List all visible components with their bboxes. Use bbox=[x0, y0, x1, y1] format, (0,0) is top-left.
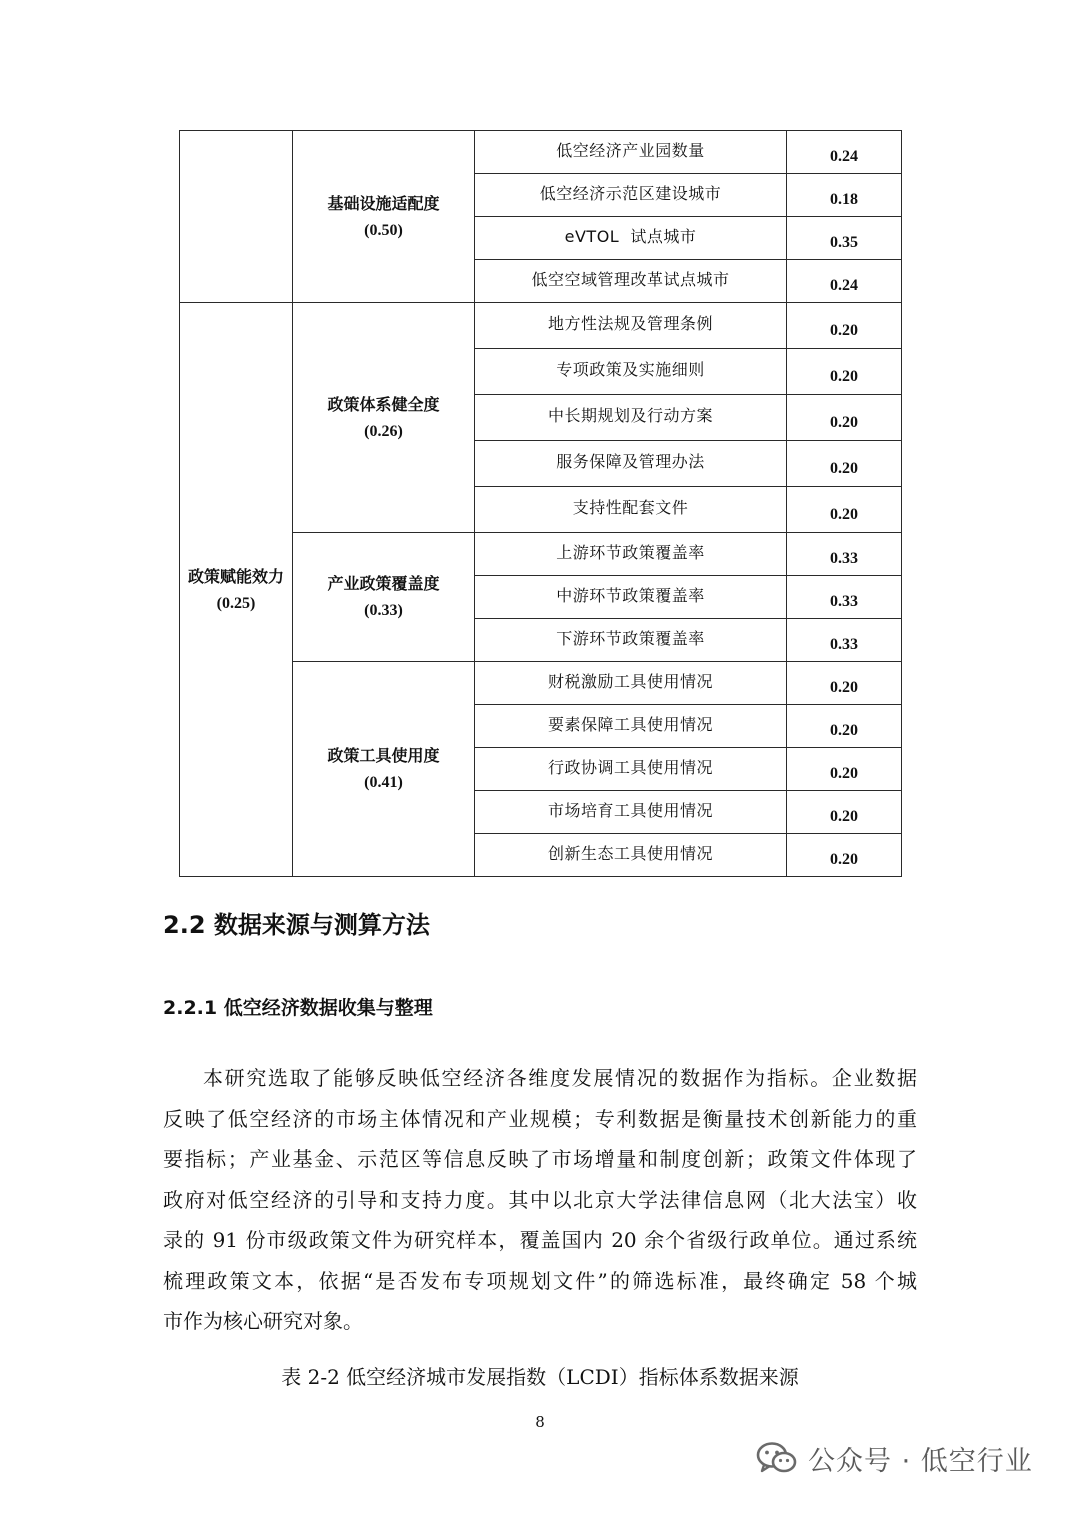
level2-name: 产业政策覆盖度 bbox=[327, 574, 440, 593]
indicator-weight: 0.33 bbox=[830, 636, 858, 653]
indicator-table bbox=[179, 130, 902, 877]
level2-cell bbox=[293, 533, 475, 662]
paragraph-line: 政府对低空经济的引导和支持力度。其中以北京大学法律信息网（北大法宝）收 bbox=[163, 1187, 917, 1212]
weight-cell bbox=[787, 834, 902, 877]
watermark-text: 公众号 · 低空行业 bbox=[808, 1445, 1033, 1477]
indicator-weight: 0.35 bbox=[830, 234, 858, 251]
indicator-cell bbox=[475, 619, 787, 662]
indicator-name: eVTOL 试点城市 bbox=[564, 226, 697, 246]
indicator-weight: 0.20 bbox=[830, 459, 858, 477]
subsection-heading: 2.2.1 低空经济数据收集与整理 bbox=[163, 997, 433, 1019]
indicator-weight: 0.20 bbox=[830, 413, 858, 431]
body-paragraph bbox=[163, 1058, 917, 1342]
weight-cell bbox=[787, 619, 902, 662]
weight-cell bbox=[787, 705, 902, 748]
level1-name: 政策赋能效力 bbox=[187, 566, 284, 586]
indicator-name: 地方性法规及管理条例 bbox=[547, 314, 713, 333]
weight-cell bbox=[787, 217, 902, 260]
level2-weight: (0.26) bbox=[364, 422, 403, 440]
indicator-cell bbox=[475, 217, 787, 260]
indicator-name: 市场培育工具使用情况 bbox=[547, 800, 713, 820]
indicator-cell bbox=[475, 533, 787, 576]
indicator-cell bbox=[475, 441, 787, 487]
indicator-cell bbox=[475, 662, 787, 705]
indicator-name: 上游环节政策覆盖率 bbox=[556, 542, 705, 562]
paragraph-line: 梳理政策文本，依据“是否发布专项规划文件”的筛选标准，最终确定 58 个城 bbox=[163, 1268, 917, 1293]
indicator-weight: 0.20 bbox=[830, 321, 858, 339]
page-number: 8 bbox=[535, 1413, 545, 1431]
indicator-cell bbox=[475, 705, 787, 748]
level1-cell bbox=[180, 303, 293, 877]
indicator-weight: 0.20 bbox=[830, 679, 858, 696]
weight-cell bbox=[787, 260, 902, 303]
paragraph-line: 要指标；产业基金、示范区等信息反映了市场增量和制度创新；政策文件体现了 bbox=[163, 1147, 917, 1171]
weight-cell bbox=[787, 662, 902, 705]
indicator-cell bbox=[475, 395, 787, 441]
level1-weight: (0.25) bbox=[216, 594, 256, 612]
indicator-weight: 0.20 bbox=[830, 367, 858, 385]
indicator-weight: 0.20 bbox=[830, 808, 858, 825]
indicator-cell bbox=[475, 174, 787, 217]
table-caption: 表 2-2 低空经济城市发展指数（LCDI）指标体系数据来源 bbox=[281, 1365, 799, 1389]
wechat-icon bbox=[756, 1441, 798, 1475]
indicator-weight: 0.20 bbox=[830, 722, 858, 739]
indicator-name: 中长期规划及行动方案 bbox=[547, 406, 713, 425]
indicator-name: 行政协调工具使用情况 bbox=[547, 757, 713, 777]
indicator-weight: 0.18 bbox=[830, 191, 858, 208]
level2-cell bbox=[293, 303, 475, 533]
level2-name: 政策工具使用度 bbox=[327, 746, 440, 765]
paragraph-line: 录的 91 份市级政策文件为研究样本，覆盖国内 20 余个省级行政单位。通过系统 bbox=[163, 1228, 917, 1252]
indicator-cell bbox=[475, 260, 787, 303]
level2-name: 基础设施适配度 bbox=[327, 193, 440, 213]
indicator-name: 服务保障及管理办法 bbox=[556, 452, 705, 471]
indicator-name: 低空经济示范区建设城市 bbox=[539, 183, 722, 203]
table-row bbox=[180, 131, 902, 174]
level1-cell bbox=[180, 131, 293, 303]
level2-weight: (0.50) bbox=[364, 221, 403, 239]
indicator-cell bbox=[475, 748, 787, 791]
paragraph-line: 本研究选取了能够反映低空经济各维度发展情况的数据作为指标。企业数据 bbox=[203, 1066, 917, 1090]
indicator-name: 专项政策及实施细则 bbox=[556, 360, 705, 379]
weight-cell bbox=[787, 487, 902, 533]
indicator-weight: 0.20 bbox=[830, 851, 858, 868]
indicator-cell bbox=[475, 487, 787, 533]
indicator-weight: 0.20 bbox=[830, 505, 858, 523]
weight-cell bbox=[787, 533, 902, 576]
indicator-cell bbox=[475, 791, 787, 834]
indicator-name: 财税激励工具使用情况 bbox=[547, 671, 713, 691]
level2-cell bbox=[293, 131, 475, 303]
indicator-name: 低空空域管理改革试点城市 bbox=[531, 269, 730, 289]
indicator-name: 要素保障工具使用情况 bbox=[547, 714, 713, 734]
level2-cell bbox=[293, 662, 475, 877]
indicator-name: 下游环节政策覆盖率 bbox=[556, 628, 705, 648]
indicator-cell bbox=[475, 303, 787, 349]
indicator-name: 创新生态工具使用情况 bbox=[547, 843, 713, 863]
watermark bbox=[756, 1438, 1033, 1478]
weight-cell bbox=[787, 441, 902, 487]
indicator-cell bbox=[475, 131, 787, 174]
level2-weight: (0.41) bbox=[364, 774, 403, 791]
section-heading: 2.2 数据来源与测算方法 bbox=[163, 911, 430, 939]
weight-cell bbox=[787, 349, 902, 395]
weight-cell bbox=[787, 174, 902, 217]
level2-name: 政策体系健全度 bbox=[327, 394, 440, 414]
indicator-cell bbox=[475, 834, 787, 877]
indicator-name: 低空经济产业园数量 bbox=[556, 140, 705, 160]
table-row bbox=[180, 303, 902, 349]
indicator-cell bbox=[475, 349, 787, 395]
indicator-weight: 0.20 bbox=[830, 765, 858, 782]
indicator-name: 支持性配套文件 bbox=[572, 498, 689, 517]
weight-cell bbox=[787, 791, 902, 834]
level2-weight: (0.33) bbox=[364, 602, 403, 619]
indicator-weight: 0.24 bbox=[830, 277, 858, 294]
paragraph-line: 反映了低空经济的市场主体情况和产业规模；专利数据是衡量技术创新能力的重 bbox=[163, 1106, 917, 1131]
indicator-table-container bbox=[179, 130, 901, 874]
weight-cell bbox=[787, 131, 902, 174]
indicator-weight: 0.24 bbox=[830, 148, 858, 165]
indicator-weight: 0.33 bbox=[830, 593, 858, 610]
indicator-cell bbox=[475, 576, 787, 619]
paragraph-line: 市作为核心研究对象。 bbox=[163, 1309, 363, 1333]
weight-cell bbox=[787, 395, 902, 441]
weight-cell bbox=[787, 748, 902, 791]
indicator-name: 中游环节政策覆盖率 bbox=[556, 585, 705, 605]
weight-cell bbox=[787, 576, 902, 619]
indicator-weight: 0.33 bbox=[830, 550, 858, 567]
weight-cell bbox=[787, 303, 902, 349]
